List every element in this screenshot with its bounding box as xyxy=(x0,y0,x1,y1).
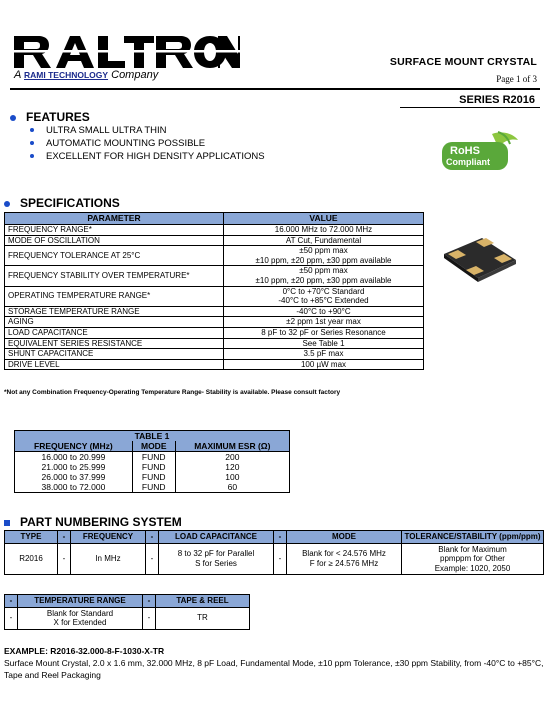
column-header: MAXIMUM ESR (Ω) xyxy=(175,441,289,452)
table-row xyxy=(5,543,544,575)
table-caption: TABLE 1 xyxy=(15,431,290,442)
parameter-cell: MODE OF OSCILLATION xyxy=(5,235,224,246)
cell-line: ±50 ppm max xyxy=(299,246,348,256)
esr-table xyxy=(14,430,290,493)
table-row xyxy=(5,306,424,317)
cell-line: Blank for Standard xyxy=(46,608,114,618)
specifications-table xyxy=(4,212,424,370)
parameter-cell: OPERATING TEMPERATURE RANGE* xyxy=(5,286,224,306)
temperature-tape-table xyxy=(4,594,250,630)
column-header: - xyxy=(146,531,159,544)
temperature-range-cell xyxy=(18,607,143,629)
raltron-logo xyxy=(12,34,240,70)
table-row xyxy=(5,235,424,246)
dash-cell: - xyxy=(58,543,71,575)
parameter-cell: AGING xyxy=(5,317,224,328)
cell-line: Blank for < 24.576 MHz xyxy=(302,549,386,559)
parameter-cell: FREQUENCY STABILITY OVER TEMPERATURE* xyxy=(5,266,224,286)
parameter-cell: EQUIVALENT SERIES RESISTANCE xyxy=(5,338,224,349)
table-row xyxy=(5,246,424,266)
column-header: FREQUENCY xyxy=(71,531,146,544)
column-header: - xyxy=(58,531,71,544)
column-header: PARAMETER xyxy=(5,213,224,225)
table-cell: FUND xyxy=(132,462,175,472)
cell-line: 3.5 pF max xyxy=(303,349,344,359)
cell-line: Example: 1020, 2050 xyxy=(434,563,511,573)
rohs-text: RoHS xyxy=(450,145,480,157)
cell-line: ppmppm for Other xyxy=(440,554,505,563)
features-heading: FEATURES xyxy=(10,110,90,124)
example-title: EXAMPLE: R2016-32.000-8-F-1030-X-TR xyxy=(4,646,165,656)
bullet-icon xyxy=(10,115,16,121)
value-cell xyxy=(224,225,424,236)
column-header: - xyxy=(274,531,287,544)
table-row xyxy=(5,266,424,286)
cell-line: S for Series xyxy=(195,558,237,568)
dash-cell: - xyxy=(5,607,18,629)
column-header: LOAD CAPACITANCE xyxy=(159,531,274,544)
column-header: VALUE xyxy=(224,213,424,225)
series-rule xyxy=(400,107,540,108)
table-cell: 16.000 to 20.999 xyxy=(15,452,133,463)
cell-line: 8 to 32 pF for Parallel xyxy=(177,549,255,559)
table-cell: FUND xyxy=(132,472,175,482)
feature-item: EXCELLENT FOR HIGH DENSITY APPLICATIONS xyxy=(30,150,265,163)
parameter-cell: FREQUENCY RANGE* xyxy=(5,225,224,236)
table-row xyxy=(5,225,424,236)
parameter-cell: STORAGE TEMPERATURE RANGE xyxy=(5,306,224,317)
dash-cell: - xyxy=(143,607,156,629)
specifications-note: *Not any Combination Frequency-Operating Temperature Range- Stability is available. Please consult factory xyxy=(4,389,341,396)
table-row xyxy=(15,472,290,482)
load-capacitance-cell xyxy=(159,543,274,575)
cell-line: 8 pF to 32 pF or Series Resonance xyxy=(261,327,386,337)
crystal-package-image xyxy=(440,232,520,284)
cell-line: Blank for Maximum xyxy=(438,544,507,554)
parameter-cell: SHUNT CAPACITANCE xyxy=(5,349,224,360)
table-cell: FUND xyxy=(132,452,175,463)
value-cell xyxy=(224,246,424,266)
cell-line: -40°C to +85°C Extended xyxy=(278,296,369,306)
document-title: SURFACE MOUNT CRYSTAL xyxy=(389,56,537,68)
series-label: SERIES R2016 xyxy=(459,94,535,106)
part-numbering-heading: PART NUMBERING SYSTEM xyxy=(4,515,182,529)
dash-cell: - xyxy=(274,543,287,575)
table-row xyxy=(5,607,250,629)
column-header: TEMPERATURE RANGE xyxy=(18,595,143,608)
cell-line: ±50 ppm max xyxy=(299,266,348,276)
cell-line: ±2 ppm 1st year max xyxy=(286,317,361,327)
specifications-heading: SPECIFICATIONS xyxy=(4,196,120,210)
tolerance-cell xyxy=(402,543,544,575)
table-cell: 21.000 to 25.999 xyxy=(15,462,133,472)
cell-line: AT Cut, Fundamental xyxy=(285,235,362,245)
tape-reel-cell: TR xyxy=(156,607,250,629)
value-cell xyxy=(224,327,424,338)
cell-line: ±10 ppm, ±20 ppm, ±30 ppm available xyxy=(255,275,392,285)
cell-line: -40°C to +90°C xyxy=(296,306,351,316)
cell-line: X for Extended xyxy=(53,618,107,627)
column-header: MODE xyxy=(132,441,175,452)
cell-line: See Table 1 xyxy=(302,338,345,348)
table-row xyxy=(5,327,424,338)
value-cell xyxy=(224,306,424,317)
table-row xyxy=(5,317,424,328)
logo-tagline: A RAMI TECHNOLOGY Company xyxy=(14,69,159,81)
table-cell: 26.000 to 37.999 xyxy=(15,472,133,482)
table-row xyxy=(15,462,290,472)
value-cell xyxy=(224,266,424,286)
rohs-compliant-logo xyxy=(440,130,522,172)
table-row xyxy=(5,338,424,349)
type-cell: R2016 xyxy=(5,543,58,575)
table-cell: 200 xyxy=(175,452,289,463)
frequency-cell: In MHz xyxy=(71,543,146,575)
page-number: Page 1 of 3 xyxy=(496,74,537,84)
table-row xyxy=(5,349,424,360)
column-header: - xyxy=(143,595,156,608)
table-cell: 60 xyxy=(175,482,289,493)
parameter-cell: LOAD CAPACITANCE xyxy=(5,327,224,338)
parameter-cell: DRIVE LEVEL xyxy=(5,359,224,370)
cell-line: 0°C to +70°C Standard xyxy=(282,286,365,296)
table-cell: FUND xyxy=(132,482,175,493)
value-cell xyxy=(224,317,424,328)
column-header: TOLERANCE/STABILITY (ppm/ppm) xyxy=(402,531,544,544)
value-cell xyxy=(224,359,424,370)
table-cell: 120 xyxy=(175,462,289,472)
column-header: FREQUENCY (MHz) xyxy=(15,441,133,452)
specifications-body xyxy=(5,225,424,370)
table-row xyxy=(5,286,424,306)
features-list xyxy=(30,124,265,163)
value-cell xyxy=(224,349,424,360)
parameter-cell: FREQUENCY TOLERANCE AT 25°C xyxy=(5,246,224,266)
value-cell xyxy=(224,286,424,306)
compliant-text: Compliant xyxy=(446,157,490,167)
part-numbering-table xyxy=(4,530,544,575)
table-row xyxy=(15,482,290,493)
dash-cell: - xyxy=(146,543,159,575)
table-cell: 100 xyxy=(175,472,289,482)
value-cell xyxy=(224,235,424,246)
value-cell xyxy=(224,338,424,349)
feature-item: AUTOMATIC MOUNTING POSSIBLE xyxy=(30,137,265,150)
feature-item: ULTRA SMALL ULTRA THIN xyxy=(30,124,265,137)
table-cell: 38.000 to 72.000 xyxy=(15,482,133,493)
cell-line: ±10 ppm, ±20 ppm, ±30 ppm available xyxy=(255,255,392,265)
table-row xyxy=(15,452,290,463)
cell-line: 100 µW max xyxy=(300,359,347,369)
bullet-icon xyxy=(4,520,10,526)
mode-cell xyxy=(287,543,402,575)
column-header: - xyxy=(5,595,18,608)
table-row xyxy=(5,359,424,370)
column-header: MODE xyxy=(287,531,402,544)
example-description: Surface Mount Crystal, 2.0 x 1.6 mm, 32.000 MHz, 8 pF Load, Fundamental Mode, ±10 ppm Tolerance, ±30 ppm Stability, from -40°C to +85°C, Tape and Reel Packaging xyxy=(4,658,544,680)
column-header: TAPE & REEL xyxy=(156,595,250,608)
cell-line: 16.000 MHz to 72.000 MHz xyxy=(274,225,373,234)
header-rule xyxy=(10,88,540,90)
cell-line: F for ≥ 24.576 MHz xyxy=(309,558,379,568)
bullet-icon xyxy=(4,201,10,207)
column-header: TYPE xyxy=(5,531,58,544)
